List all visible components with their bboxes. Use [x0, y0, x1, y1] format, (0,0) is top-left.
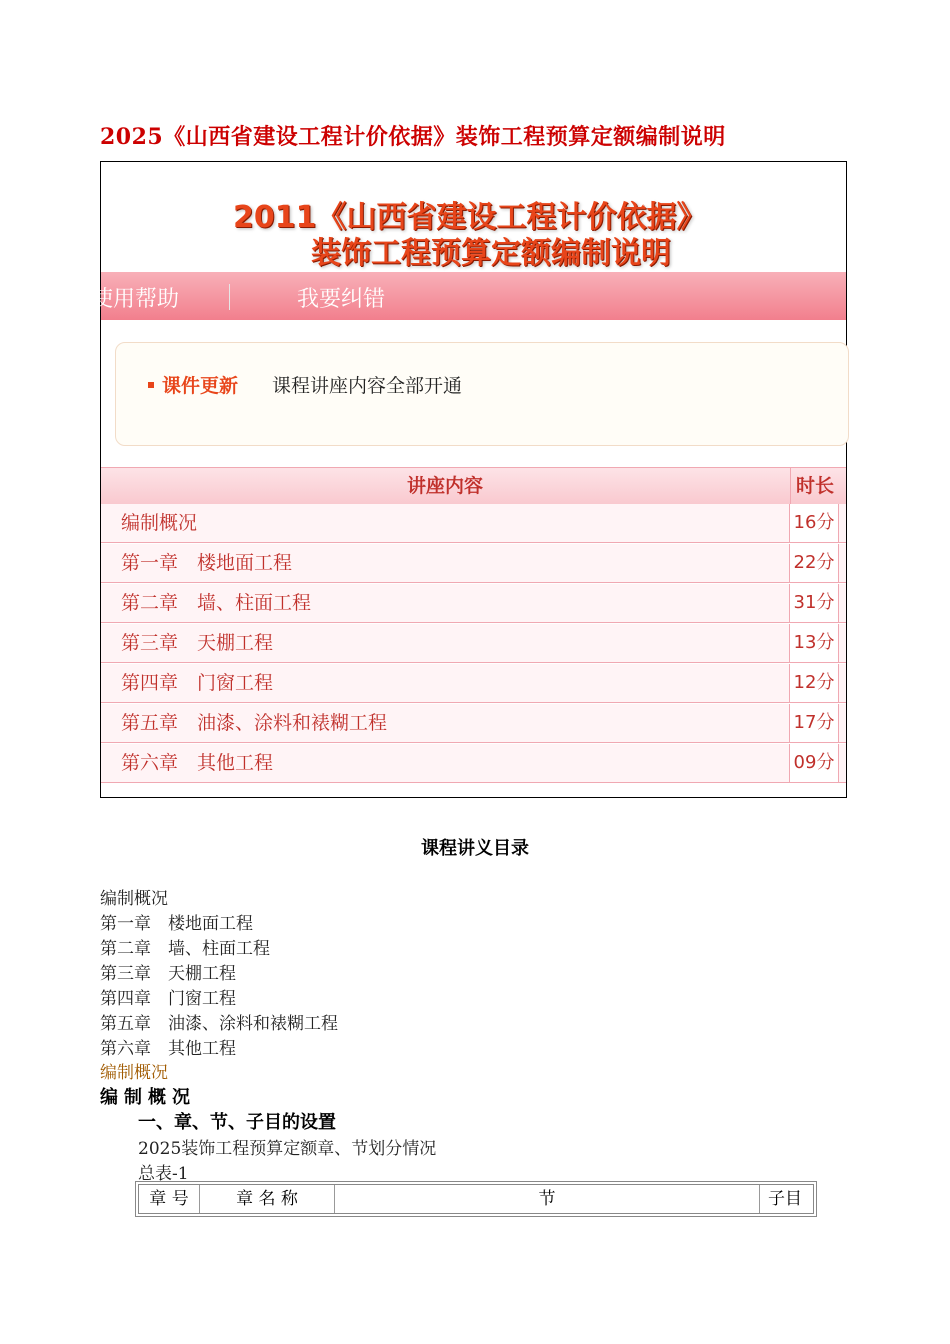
col-section: 节 [335, 1185, 760, 1213]
toc-item[interactable]: 第二章 墙、柱面工程 [100, 939, 270, 959]
document-title: 2025《山西省建设工程计价依据》装饰工程预算定额编制说明 [100, 124, 726, 150]
banner-title-line2: 装饰工程预算定额编制说明 [311, 236, 671, 271]
lecture-duration: 17分 [789, 704, 839, 742]
toc-item[interactable]: 第一章 楼地面工程 [100, 914, 253, 934]
lecture-duration: 31分 [789, 584, 839, 622]
lecture-name[interactable]: 编制概况 [121, 512, 198, 534]
nav-bar [91, 272, 846, 320]
table-caption: 总表-1 [138, 1164, 189, 1184]
col-chapter-name: 章 名 称 [200, 1185, 335, 1213]
lecture-duration: 16分 [789, 504, 839, 542]
nav-report-error-link[interactable]: 我要纠错 [297, 287, 386, 312]
lecture-row[interactable] [101, 704, 846, 743]
lecture-row[interactable] [101, 584, 846, 623]
section-link[interactable]: 编制概况 [100, 1063, 168, 1083]
subsection-heading: 一、章、节、子目的设置 [138, 1112, 336, 1133]
nav-divider [229, 284, 230, 310]
header-duration: 时长 [790, 468, 839, 504]
section-heading: 编制概况 [100, 1087, 196, 1108]
toc-item[interactable]: 第六章 其他工程 [100, 1039, 236, 1059]
lecture-duration: 13分 [789, 624, 839, 662]
embedded-screenshot [91, 161, 847, 798]
lecture-row[interactable] [101, 504, 846, 543]
lecture-name[interactable]: 第一章 楼地面工程 [121, 552, 293, 574]
lecture-name[interactable]: 第四章 门窗工程 [121, 672, 274, 694]
toc-title: 课程讲义目录 [421, 838, 529, 859]
lecture-name[interactable]: 第五章 油漆、涂料和裱糊工程 [121, 712, 388, 734]
toc-item[interactable]: 第四章 门窗工程 [100, 989, 236, 1009]
lecture-row[interactable] [101, 544, 846, 583]
toc-item[interactable]: 第三章 天棚工程 [100, 964, 236, 984]
notice-text: 课程讲座内容全部开通 [272, 375, 463, 397]
toc-item[interactable]: 第五章 油漆、涂料和裱糊工程 [100, 1014, 338, 1034]
nav-help-link[interactable]: 使用帮助 [91, 287, 180, 312]
lecture-name[interactable]: 第六章 其他工程 [121, 752, 274, 774]
banner-title-line1: 2011《山西省建设工程计价依据》 [233, 200, 707, 235]
lecture-row[interactable] [101, 624, 846, 663]
lecture-table-header [101, 467, 846, 505]
lecture-row[interactable] [101, 744, 846, 783]
table-header-row [138, 1184, 814, 1214]
header-content: 讲座内容 [406, 475, 483, 497]
course-banner [101, 162, 846, 272]
body-text: 2025装饰工程预算定额章、节划分情况 [138, 1139, 437, 1159]
update-notice [115, 342, 849, 446]
notice-label: 课件更新 [162, 375, 239, 397]
lecture-name[interactable]: 第二章 墙、柱面工程 [121, 592, 312, 614]
lecture-duration: 22分 [789, 544, 839, 582]
lecture-row[interactable] [101, 664, 846, 703]
lecture-duration: 09分 [789, 744, 839, 782]
col-subitem: 子目 [768, 1189, 802, 1209]
lecture-duration: 12分 [789, 664, 839, 702]
bullet-icon [148, 382, 154, 388]
col-chapter-no: 章 号 [139, 1185, 200, 1213]
toc-item[interactable]: 编制概况 [100, 889, 168, 909]
chapter-table [135, 1181, 817, 1217]
lecture-name[interactable]: 第三章 天棚工程 [121, 632, 274, 654]
